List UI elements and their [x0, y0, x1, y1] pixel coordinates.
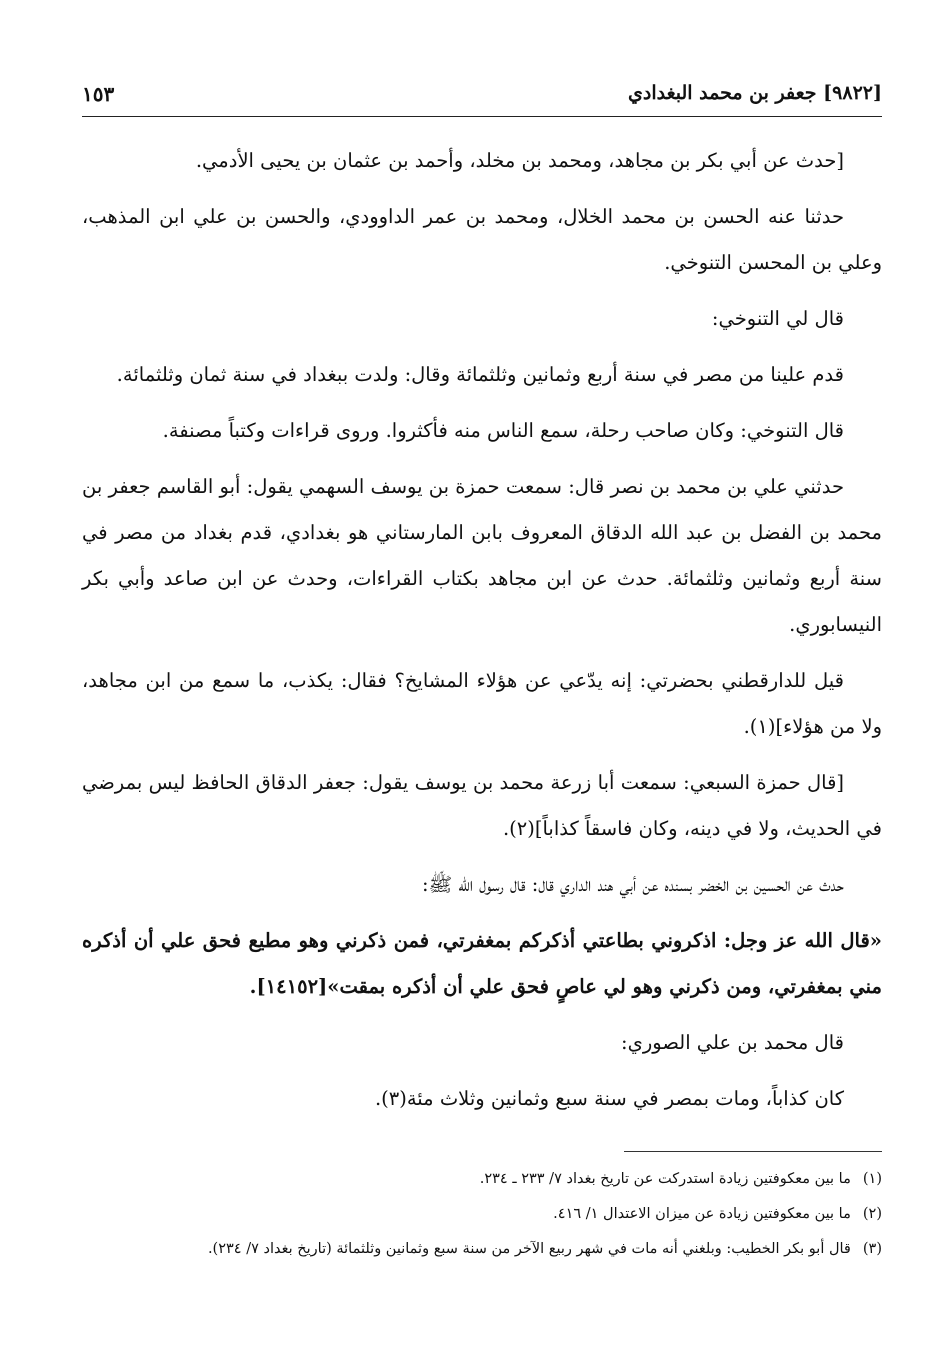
footnote-number: (٣): [862, 1241, 882, 1257]
paragraph: قال التنوخي: وكان صاحب رحلة، سمع الناس منه فأكثروا. وروى قراءات وكتباً مصنفة.: [162, 419, 844, 442]
paragraph: كان كذاباً، ومات بمصر في سنة سبع وثمانين وثلاث مئة(٣).: [374, 1087, 844, 1110]
hadith-quote: «قال الله عز وجل: اذكروني بطاعتي أذكركم بمغفرتي، فمن ذكرني وهو مطيع فحق علي أن أذكره مني بمغفرتي، ومن ذكرني وهو لي عاصٍ فحق علي أن أذكره بمقت»[١٤١٥٢].: [82, 929, 882, 998]
paragraph: قدم علينا من مصر في سنة أربع وثمانين وثلثمائة وقال: ولدت ببغداد في سنة ثمان وثلثمائة.: [116, 363, 844, 386]
footnote-number: (٢): [862, 1206, 882, 1222]
footnote-divider: [624, 1151, 882, 1152]
running-header: [82, 78, 882, 114]
paragraph: حدثني علي بن محمد بن نصر قال: سمعت حمزة بن يوسف السهمي يقول: أبو القاسم جعفر بن محمد بن الفضل بن عبد الله الدقاق المعروف بابن المارستاني هو بغدادي، قدم بغداد من مصر في سنة أربع وثمانين وثلثمائة. حدث عن ابن مجاهد بكتاب القراءات، وحدث عن ابن صاعد وأبي بكر النيسابوري.: [82, 475, 882, 636]
footnote-text: ما بين معكوفتين زيادة عن ميزان الاعتدال ١/ ٤١٦.: [553, 1206, 851, 1222]
paragraph: قال محمد بن علي الصوري:: [621, 1031, 844, 1054]
footnote-item: [82, 1162, 882, 1197]
paragraph: قيل للدارقطني بحضرتي: إنه يدّعي عن هؤلاء المشايخ؟ فقال: يكذب، ما سمع من ابن مجاهد، ولا من هؤلاء](١).: [82, 669, 882, 738]
paragraph: [قال حمزة السبعي: سمعت أبا زرعة محمد بن يوسف يقول: جعفر الدقاق الحافظ ليس بمرضي في الحديث، ولا في دينه، وكان فاسقاً كذاباً](٢).: [82, 771, 882, 840]
footnote-text: قال أبو بكر الخطيب: وبلغني أنه مات في شهر ربيع الآخر من سنة سبع وثمانين وثلثمائة (تاريخ بغداد ٧/ ٢٣٤).: [207, 1241, 851, 1257]
main-text: [82, 138, 882, 1132]
footnote-item: [82, 1197, 882, 1232]
header-divider: [82, 116, 882, 117]
header-title: [٩٨٢٢] جعفر بن محمد البغدادي: [628, 82, 882, 104]
paragraph: حدث عن الحسين بن الخضر بسنده عن أبي هند الداري قال: قال رسول الله ﷺ:: [422, 873, 844, 896]
footnote-text: ما بين معكوفتين زيادة استدركت عن تاريخ بغداد ٧/ ٢٣٣ ـ ٢٣٤.: [479, 1171, 851, 1187]
paragraph: قال لي التنوخي:: [711, 307, 844, 330]
page-number: ١٥٣: [82, 82, 115, 106]
footnote-item: [82, 1232, 882, 1267]
paragraph: [حدث عن أبي بكر بن مجاهد، ومحمد بن مخلد، وأحمد بن عثمان بن يحيى الأدمي.: [195, 149, 844, 172]
paragraph: حدثنا عنه الحسن بن محمد الخلال، ومحمد بن عمر الداوودي، والحسن بن علي ابن المذهب، وعلي بن المحسن التنوخي.: [82, 205, 882, 274]
footnotes: [82, 1162, 882, 1267]
footnote-number: (١): [862, 1171, 882, 1187]
